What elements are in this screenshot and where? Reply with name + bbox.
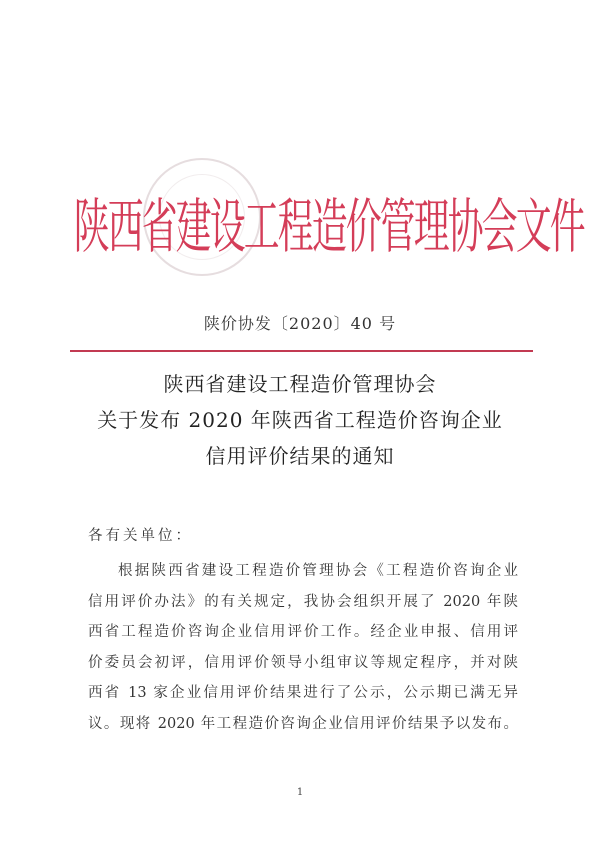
masthead-char: 省 [141, 194, 178, 260]
masthead-char: 造 [311, 194, 348, 260]
body-line: 价委员会初评，信用评价领导小组审议等规定程序，并对陕 [88, 654, 518, 671]
masthead-char: 件 [549, 194, 586, 260]
body-line: 信用评价办法》的有关规定，我协会组织开展了 2020 年陕 [88, 593, 518, 610]
masthead-char: 陕 [73, 194, 110, 260]
page-number: 1 [296, 787, 304, 798]
masthead-char: 协 [447, 194, 484, 260]
masthead-char: 管 [379, 194, 416, 260]
body-paragraph [88, 556, 518, 740]
masthead-char: 程 [277, 194, 314, 260]
masthead-char: 工 [243, 194, 280, 260]
masthead-char: 价 [345, 194, 382, 260]
masthead-char: 建 [175, 194, 212, 260]
salutation: 各有关单位： [88, 528, 193, 544]
masthead-char: 西 [107, 194, 144, 260]
title-line: 信用评价结果的通知 [205, 444, 395, 468]
masthead-char: 文 [515, 194, 552, 260]
notice-title [0, 366, 600, 474]
body-line: 根据陕西省建设工程造价管理协会《工程造价咨询企业 [118, 563, 518, 579]
masthead-char: 设 [209, 194, 246, 260]
masthead-char: 会 [481, 194, 518, 260]
title-line: 关于发布 2020 年陕西省工程造价咨询企业 [97, 408, 503, 432]
masthead-title [70, 193, 586, 263]
red-divider-line [70, 350, 533, 352]
document-number: 陕价协发〔2020〕40 号 [203, 314, 397, 333]
body-line: 西省工程造价咨询企业信用评价工作。经企业申报、信用评 [88, 624, 518, 641]
masthead-char: 理 [413, 194, 450, 260]
body-line: 西省 13 家企业信用评价结果进行了公示，公示期已满无异 [88, 685, 518, 702]
title-line: 陕西省建设工程造价管理协会 [163, 372, 437, 396]
body-line: 议。现将 2020 年工程造价咨询企业信用评价结果予以发布。 [88, 715, 518, 732]
